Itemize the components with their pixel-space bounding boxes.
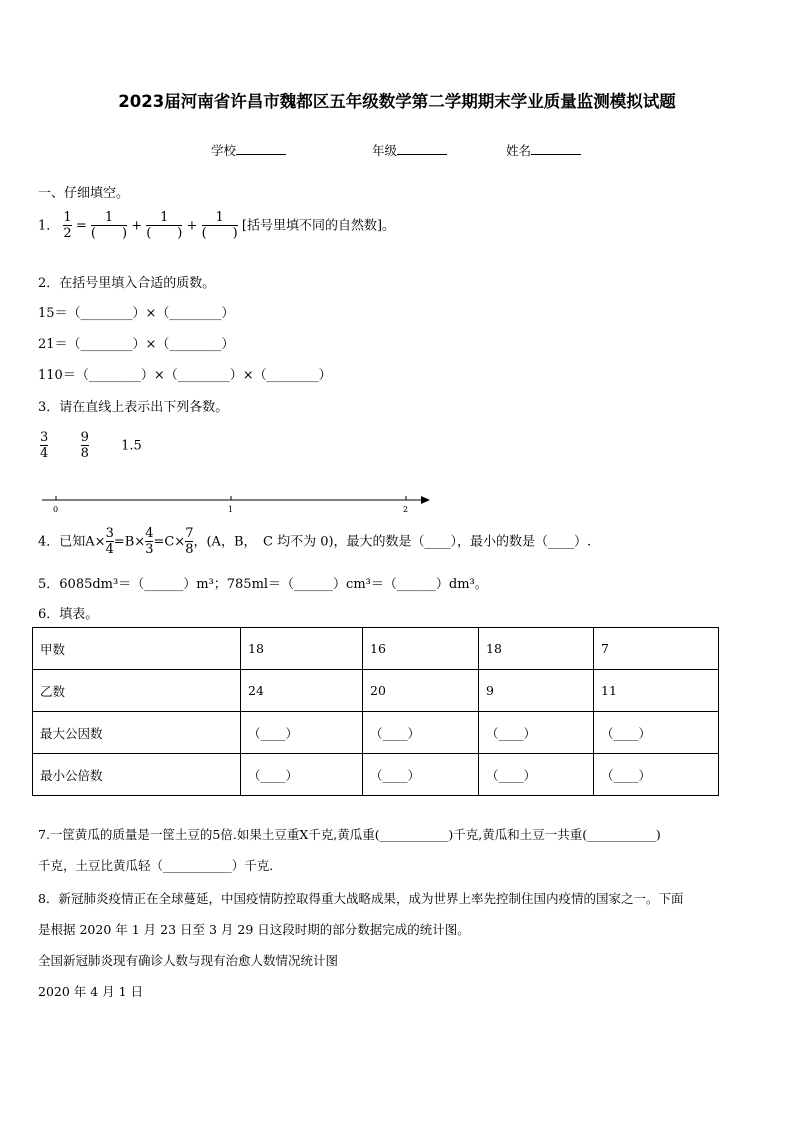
fraction-half: $\frac{1}{2}$ [63, 210, 72, 241]
question-8-line-1: 8．新冠肺炎疫情正在全球蔓延，中国疫情防控取得重大战略成果，成为世界上率先控制住国内疫情的国家之一。下面 [38, 891, 684, 906]
q2-line-3[interactable]: 110＝（________）×（________）×（________） [38, 368, 332, 383]
table-cell: 甲数 [33, 628, 241, 670]
q3-values [40, 430, 142, 462]
table-cell: 11 [594, 670, 719, 712]
question-2-text: 2．在括号里填入合适的质数。 [38, 276, 216, 291]
chart-date: 2020 年 4 月 1 日 [38, 984, 144, 999]
table-cell: 16 [363, 628, 479, 670]
value-1-5: 1.5 [121, 438, 142, 454]
table-cell: 乙数 [33, 670, 241, 712]
tick-label-1: 1 [228, 505, 234, 514]
grade-label: 年级 [372, 143, 398, 158]
gcd-lcm-table [32, 627, 719, 796]
fraction-blank-1[interactable]: $\frac{1}{( )}$ [90, 210, 128, 241]
table-row [33, 754, 719, 796]
number-line-arrow-icon [421, 496, 430, 504]
question-4: 4．已知A× $\frac{3}{4}$ =B× $\frac{4}{3}$ =C× $\frac{7}{8}$ ，(A，B， C 均不为 0)，最大的数是（____），最小的数是（____）. [38, 526, 592, 557]
chart-title: 全国新冠肺炎现有确诊人数与现有治愈人数情况统计图 [38, 953, 339, 968]
name-field[interactable] [506, 141, 581, 159]
fraction-3-4-b: $\frac{3}{4}$ [105, 526, 114, 557]
fraction-3-4: $\frac{3}{4}$ [40, 430, 49, 461]
tick-label-2: 2 [403, 505, 409, 514]
fraction-7-8: $\frac{7}{8}$ [185, 526, 194, 557]
grade-field[interactable] [372, 141, 447, 159]
name-label: 姓名 [506, 143, 532, 158]
school-field[interactable] [211, 141, 286, 159]
answer-cell[interactable]: （____） [363, 712, 479, 754]
school-label: 学校 [211, 143, 237, 158]
answer-cell[interactable]: （____） [363, 754, 479, 796]
table-cell: 18 [479, 628, 594, 670]
table-cell: 7 [594, 628, 719, 670]
question-8-line-2: 是根据 2020 年 1 月 23 日至 3 月 29 日这段时期的部分数据完成的统计图。 [38, 922, 470, 937]
table-cell: 9 [479, 670, 594, 712]
answer-cell[interactable]: （____） [594, 754, 719, 796]
page-title: 2023届河南省许昌市魏都区五年级数学第二学期期末学业质量监测模拟试题 [118, 92, 676, 111]
answer-cell[interactable]: （____） [479, 754, 594, 796]
number-line[interactable] [40, 490, 440, 520]
table-cell: 最小公倍数 [33, 754, 241, 796]
fraction-9-8: $\frac{9}{8}$ [80, 430, 89, 461]
fraction-blank-3[interactable]: $\frac{1}{( )}$ [201, 210, 238, 241]
table-cell: 24 [241, 670, 363, 712]
answer-cell[interactable]: （____） [241, 754, 363, 796]
table-row [33, 670, 719, 712]
answer-cell[interactable]: （____） [241, 712, 363, 754]
table-cell: 18 [241, 628, 363, 670]
question-7-line-2[interactable]: 千克，土豆比黄瓜轻（___________）千克． [38, 858, 282, 873]
q1-note: [括号里填不同的自然数]。 [241, 218, 396, 234]
question-6-text: 6．填表。 [38, 607, 99, 622]
table-row [33, 628, 719, 670]
question-1: 1． $\frac{1}{2}$ = $\frac{1}{( )}$ + $\frac{1}{( )}$ + $\frac{1}{( )}$ [括号里填不同的自然数]。 [38, 210, 396, 241]
fraction-4-3: $\frac{4}{3}$ [145, 526, 154, 557]
table-row [33, 712, 719, 754]
section-1-heading: 一、仔细填空。 [38, 186, 130, 201]
q2-line-1[interactable]: 15＝（________）×（________） [38, 306, 235, 321]
q4-text: ，(A，B， C 均不为 0)，最大的数是（____），最小的数是（____）. [193, 534, 592, 550]
tick-label-0: 0 [53, 505, 59, 514]
question-3-text: 3．请在直线上表示出下列各数。 [38, 400, 229, 415]
q2-line-2[interactable]: 21＝（________）×（________） [38, 337, 235, 352]
answer-cell[interactable]: （____） [594, 712, 719, 754]
table-cell: 20 [363, 670, 479, 712]
table-cell: 最大公因数 [33, 712, 241, 754]
question-7-line-1[interactable]: 7.一筐黄瓜的质量是一筐土豆的5倍.如果土豆重X千克,黄瓜重(___________)千克,黄瓜和土豆一共重(___________) [38, 827, 661, 842]
answer-cell[interactable]: （____） [479, 712, 594, 754]
fraction-blank-2[interactable]: $\frac{1}{( )}$ [146, 210, 183, 241]
question-5[interactable]: 5．6085dm³＝（______）m³；785ml＝（______）cm³＝（______）dm³。 [38, 577, 488, 592]
